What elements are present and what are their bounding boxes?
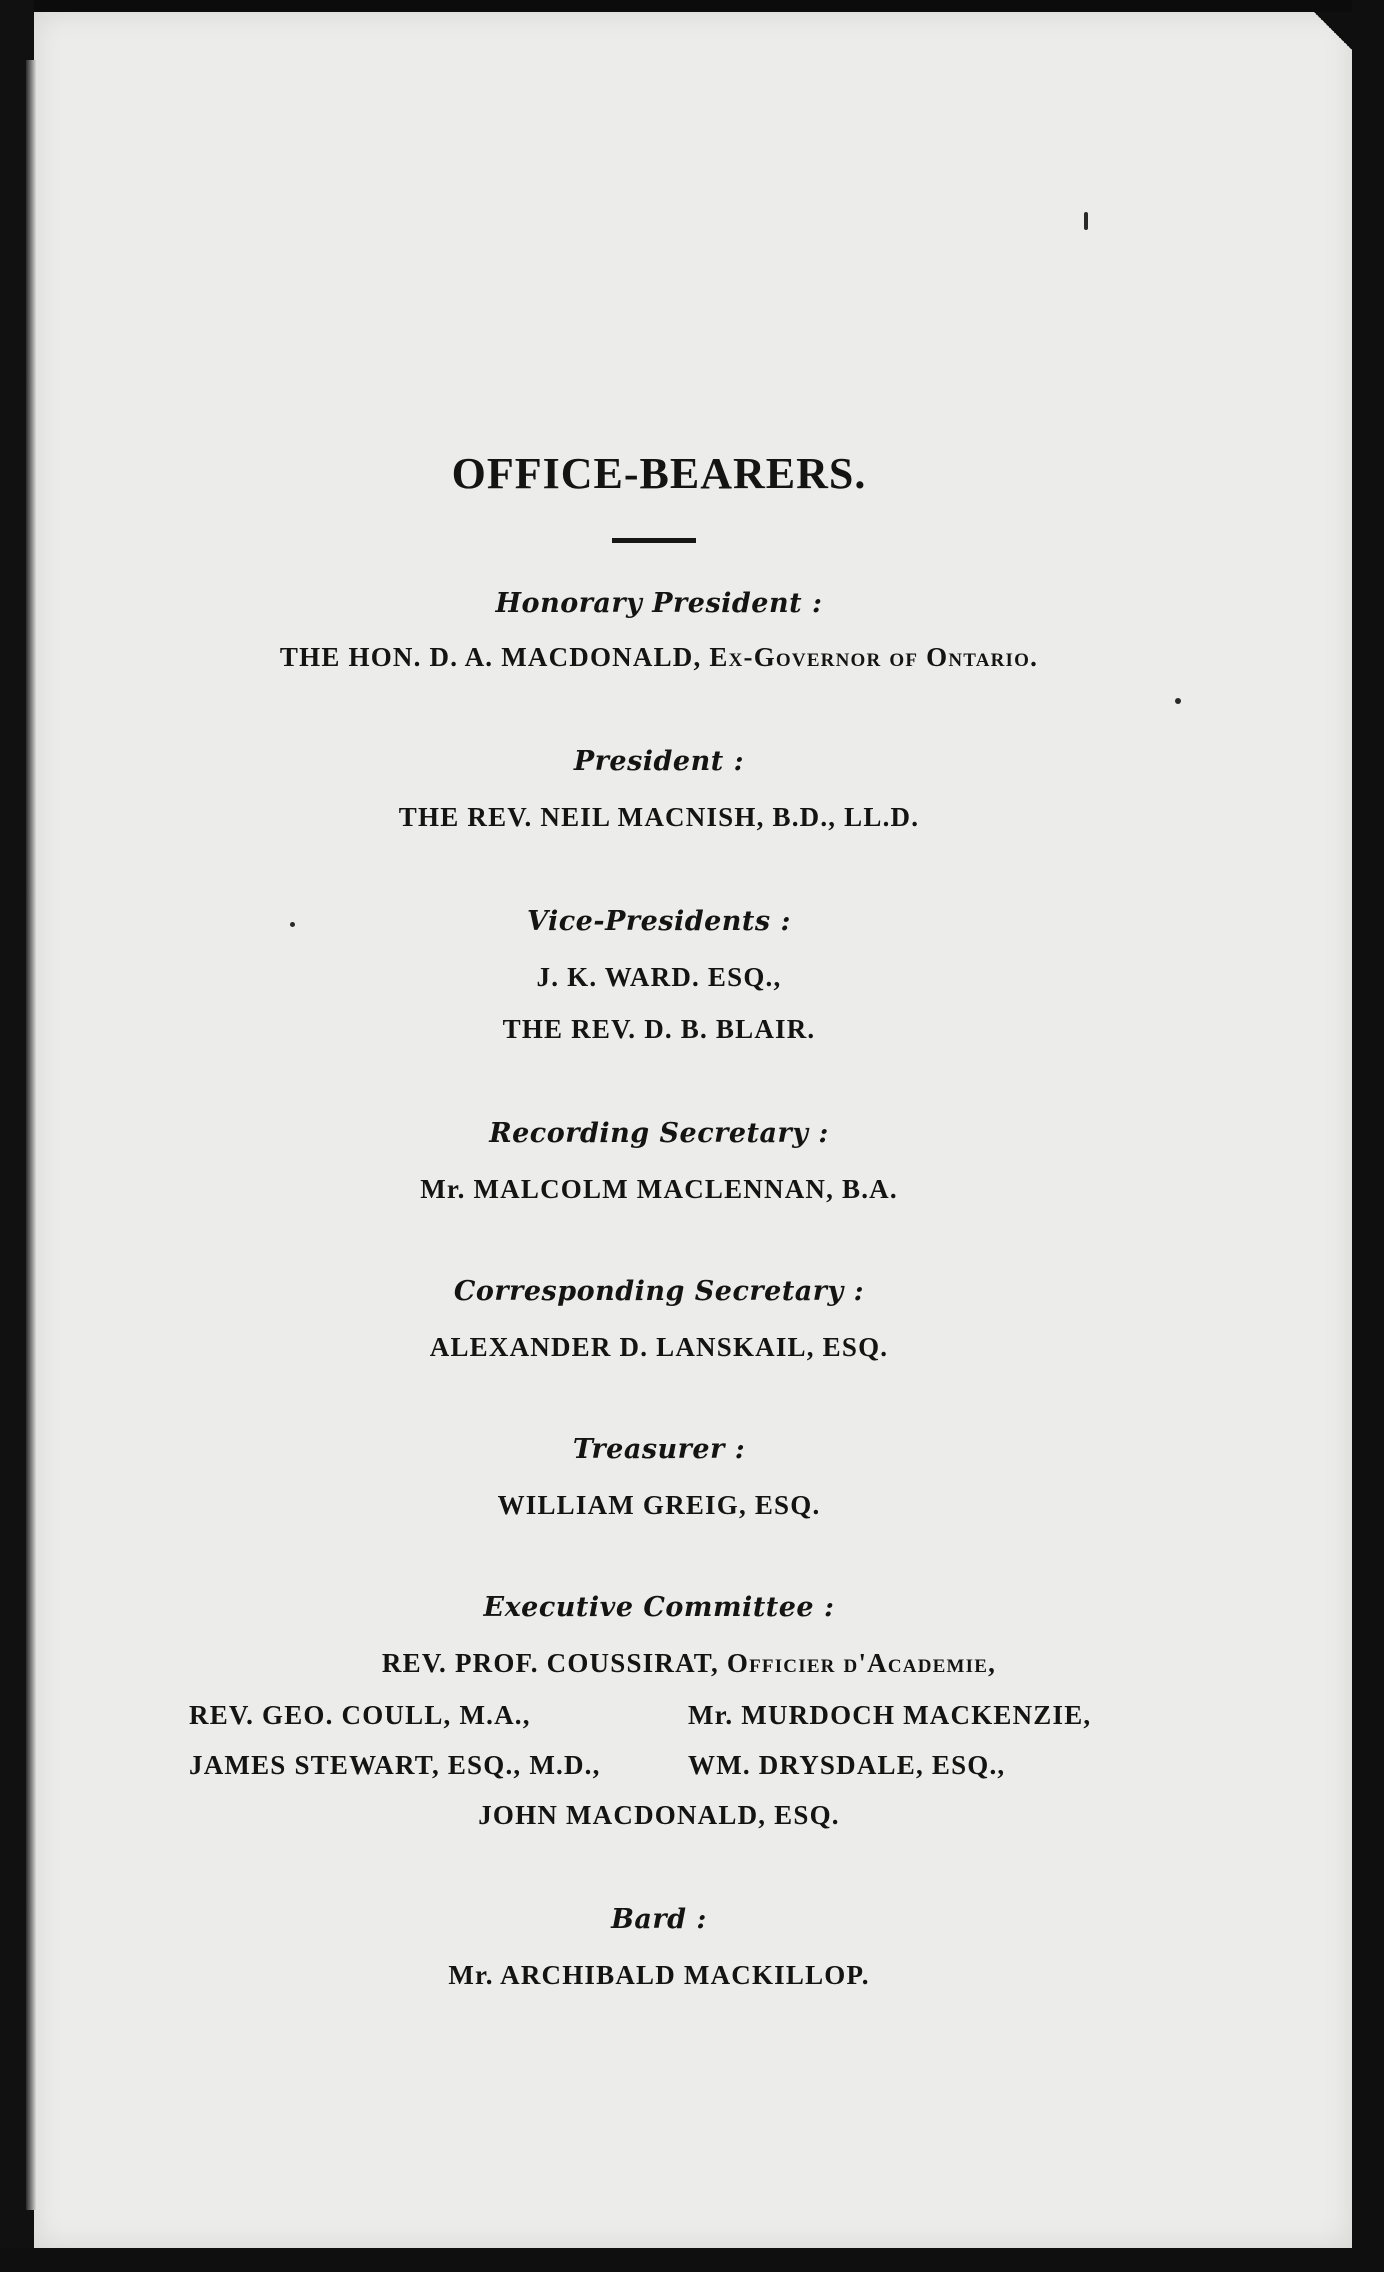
recording-secretary-name: Mr. MALCOLM MACLENNAN, B.A. (420, 1174, 898, 1204)
heading-recording-secretary: Recording Secretary : (489, 1118, 829, 1149)
heading-corresponding-secretary: Corresponding Secretary : (453, 1276, 865, 1307)
heading-bard: Bard : (611, 1904, 707, 1935)
executive-member-left-2: JAMES STEWART, ESQ., M.D., (189, 1750, 601, 1780)
scan-bottom-border (0, 2248, 1384, 2272)
honorary-president-name (34, 642, 1284, 673)
executive-member-right-1: Mr. MURDOCH MACKENZIE, (688, 1700, 1092, 1730)
executive-member-right-2: WM. DRYSDALE, ESQ., (688, 1750, 1006, 1780)
honorary-president-title: Ex-Governor of Ontario. (709, 642, 1039, 672)
vice-president-1: J. K. WARD. ESQ., (536, 962, 782, 992)
vice-president-2: THE REV. D. B. BLAIR. (502, 1014, 816, 1044)
heading-president: President : (573, 746, 745, 777)
heading-honorary-president: Honorary President : (495, 588, 823, 619)
bard-name: Mr. ARCHIBALD MACKILLOP. (448, 1960, 870, 1990)
title-rule (612, 538, 696, 543)
executive-lead-title: Officier d'Academie, (726, 1648, 997, 1678)
executive-member-left-1: REV. GEO. COULL, M.A., (189, 1700, 531, 1730)
executive-member-last: JOHN MACDONALD, ESQ. (478, 1800, 840, 1830)
corresponding-secretary-name: ALEXANDER D. LANSKAIL, ESQ. (429, 1332, 889, 1362)
ink-speck (1084, 212, 1088, 230)
heading-executive-committee: Executive Committee : (483, 1592, 835, 1623)
scan-right-border (1352, 0, 1384, 2272)
page-title: OFFICE-BEARERS. (451, 449, 867, 498)
executive-lead-name: REV. PROF. COUSSIRAT, (381, 1648, 727, 1678)
heading-treasurer: Treasurer : (572, 1434, 746, 1465)
president-name: THE REV. NEIL MACNISH, B.D., LL.D. (398, 802, 920, 832)
treasurer-name: WILLIAM GREIG, ESQ. (497, 1490, 821, 1520)
honorary-president-text: THE HON. D. A. MACDONALD, (279, 642, 710, 672)
ink-speck (1175, 698, 1181, 704)
heading-vice-presidents: Vice-Presidents : (527, 906, 791, 937)
page-corner-cut (1314, 12, 1354, 52)
executive-committee-lead (64, 1648, 1314, 1679)
